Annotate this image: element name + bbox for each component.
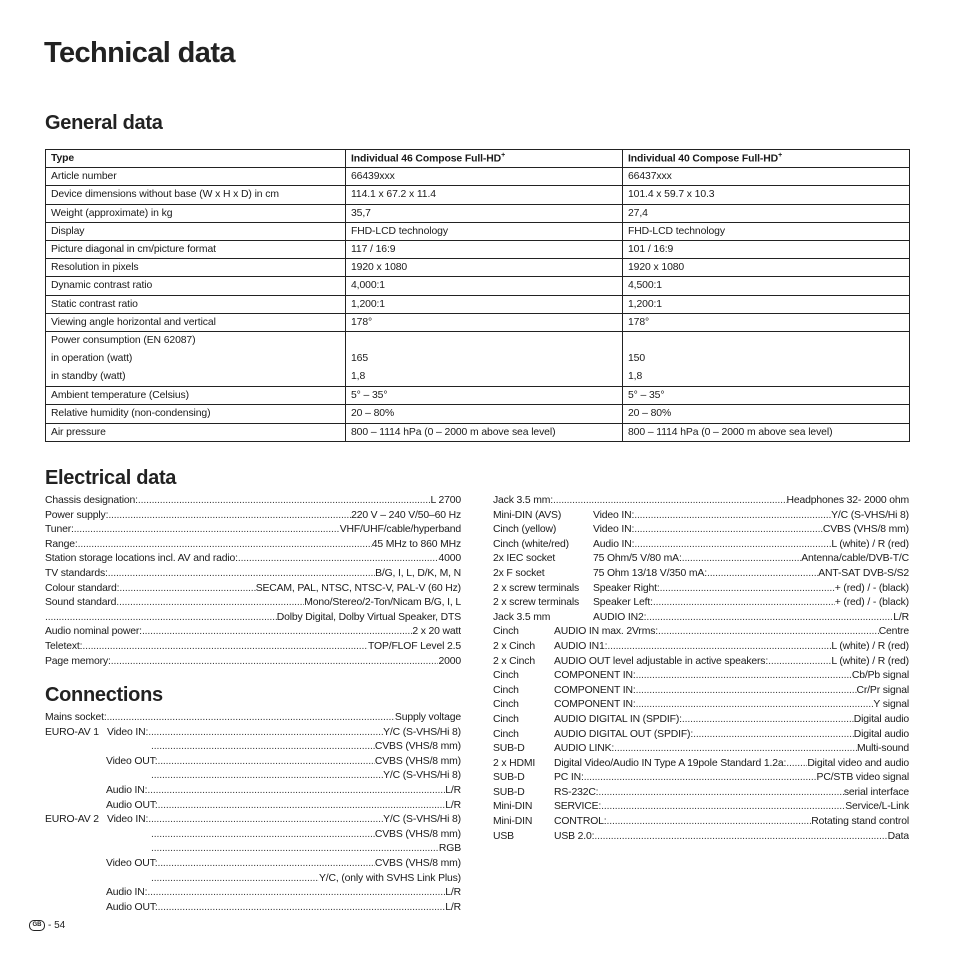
- spec-line: [493, 771, 909, 786]
- spec-value: Dolby Digital, Dolby Virtual Speaker, DTS: [276, 611, 461, 623]
- spec-label: Page memory:: [45, 655, 111, 667]
- spec-label: Speaker Left:: [593, 597, 653, 609]
- spec-label: COMPONENT IN:: [554, 699, 636, 711]
- spec-label: Video IN:: [107, 814, 149, 826]
- model-46-cell: 117 / 16:9: [346, 240, 623, 258]
- spec-label: Teletext:: [45, 640, 83, 652]
- spec-value: 2 x 20 watt: [412, 626, 461, 638]
- spec-value: + (red) / - (black): [834, 582, 909, 594]
- spec-value: Service/L-Link: [845, 801, 909, 813]
- spec-value: Digital audio: [853, 713, 909, 725]
- electrical-data-heading: Electrical data: [45, 467, 177, 489]
- cell-line: [623, 332, 909, 350]
- row-label-cell: Weight (approximate) in kg: [46, 204, 346, 222]
- dot-leader: [116, 596, 304, 611]
- spec-line: [45, 872, 461, 887]
- spec-label: Tuner:: [45, 524, 74, 536]
- dot-leader: [238, 552, 439, 567]
- spec-line: [45, 740, 461, 755]
- dot-leader: [682, 552, 802, 567]
- connector-name: 2 x screw terminals: [493, 582, 580, 594]
- spec-value: L/R: [445, 887, 461, 899]
- spec-label: AUDIO LINK:: [554, 743, 615, 755]
- dot-leader: [598, 786, 843, 801]
- spec-label: USB 2.0:: [554, 830, 595, 842]
- dot-leader: [107, 711, 395, 726]
- spec-value: serial interface: [843, 786, 909, 798]
- model-46-cell: 4,000:1: [346, 277, 623, 295]
- spec-value: + (red) / - (black): [834, 597, 909, 609]
- dot-leader: [646, 611, 893, 626]
- connections-list: [45, 711, 461, 915]
- cell-line: 165: [351, 352, 369, 364]
- model-40-cell: 800 – 1114 hPa (0 – 2000 m above sea level): [623, 423, 910, 441]
- dot-leader: [82, 640, 368, 655]
- spec-line: [493, 757, 909, 772]
- spec-label: 75 Ohm/5 V/80 mA:: [593, 553, 682, 565]
- model-46-cell: 114.1 x 67.2 x 11.4: [346, 186, 623, 204]
- connector-name: Mini-DIN: [493, 816, 533, 828]
- spec-value: Mono/Stereo/2-Ton/Nicam B/G, I, L: [304, 597, 461, 609]
- spec-value: Digital video and audio: [807, 757, 909, 769]
- dot-leader: [594, 830, 887, 845]
- spec-line: [45, 886, 461, 901]
- dot-leader: [157, 755, 374, 770]
- spec-line: [493, 582, 909, 597]
- dot-leader: [147, 886, 445, 901]
- dot-leader: [607, 815, 812, 830]
- model-40-cell: 178°: [623, 313, 910, 331]
- dot-leader: [158, 901, 446, 916]
- model-40-cell: 66437xxx: [623, 168, 910, 186]
- spec-label: AUDIO OUT level adjustable in active speakers:: [554, 655, 769, 667]
- connector-name: EURO-AV 2: [45, 814, 99, 826]
- spec-value: Y/C (S-VHS/Hi 8): [831, 509, 909, 521]
- dot-leader: [138, 494, 431, 509]
- connector-name: SUB-D: [493, 743, 525, 755]
- spec-value: Rotating stand control: [811, 816, 909, 828]
- spec-value: CVBS (VHS/8 mm): [374, 828, 461, 840]
- dot-leader: [158, 799, 446, 814]
- dot-leader: [553, 494, 787, 509]
- spec-line: [493, 552, 909, 567]
- dot-leader: [636, 669, 852, 684]
- spec-line: [45, 625, 461, 640]
- table-row: [46, 204, 910, 222]
- spec-line: [45, 842, 461, 857]
- model-40-cell: 101 / 16:9: [623, 240, 910, 258]
- spec-value: Headphones 32- 2000 ohm: [786, 495, 909, 506]
- connector-name: SUB-D: [493, 772, 525, 784]
- spec-label: AUDIO DIGITAL OUT (SPDIF):: [554, 728, 694, 740]
- spec-line: [45, 755, 461, 770]
- spec-label: Speaker Right:: [593, 582, 660, 594]
- spec-label: Audio IN:: [106, 887, 148, 899]
- spec-value: Multi-sound: [856, 743, 909, 755]
- row-label-cell: Static contrast ratio: [46, 295, 346, 313]
- spec-line: [493, 538, 909, 553]
- spec-value: SECAM, PAL, NTSC, NTSC-V, PAL-V (60 Hz): [255, 582, 461, 594]
- dot-leader: [614, 742, 857, 757]
- model-40-cell: 5° – 35°: [623, 387, 910, 405]
- model-46-cell: 35,7: [346, 204, 623, 222]
- table-row: [46, 222, 910, 240]
- cell-line: in operation (watt): [51, 352, 133, 364]
- connector-name: Jack 3.5 mm: [493, 611, 551, 623]
- spec-value: Y/C, (only with SVHS Link Plus): [318, 872, 461, 884]
- spec-line: [493, 830, 909, 845]
- model-46-cell: 1,200:1: [346, 295, 623, 313]
- cell-line: Power consumption (EN 62087): [51, 334, 196, 346]
- model-40-cell: FHD-LCD technology: [623, 222, 910, 240]
- dot-leader: [74, 523, 340, 538]
- model-40-cell: 27,4: [623, 204, 910, 222]
- table-row: [46, 240, 910, 258]
- spec-line: [45, 582, 461, 597]
- dot-leader: [658, 625, 879, 640]
- spec-label: Range:: [45, 538, 78, 550]
- connections-list-right: [493, 494, 909, 844]
- row-label-cell: Display: [46, 222, 346, 240]
- dot-leader: [707, 567, 818, 582]
- dot-leader: [108, 509, 351, 524]
- spec-line: [45, 655, 461, 670]
- spec-value: Data: [887, 830, 909, 842]
- dot-leader: [634, 538, 831, 553]
- model-40-cell: [623, 331, 910, 386]
- connector-name: Mini-DIN: [493, 801, 533, 813]
- dot-leader: [151, 842, 439, 857]
- spec-line: [45, 784, 461, 799]
- spec-line: [493, 567, 909, 582]
- row-label-cell: Ambient temperature (Celsius): [46, 387, 346, 405]
- spec-label: PC IN:: [554, 772, 584, 784]
- electrical-data-list: [45, 494, 461, 669]
- spec-line: [493, 611, 909, 626]
- spec-line: [45, 523, 461, 538]
- general-data-table: [45, 149, 910, 442]
- spec-line: [45, 799, 461, 814]
- model-40-cell: 101.4 x 59.7 x 10.3: [623, 186, 910, 204]
- spec-value: ANT-SAT DVB-S/S2: [818, 567, 909, 579]
- table-row: [46, 186, 910, 204]
- dot-leader: [786, 757, 807, 772]
- spec-value: L/R: [445, 784, 461, 796]
- spec-line: [493, 728, 909, 743]
- spec-line: [493, 742, 909, 757]
- dot-leader: [660, 582, 835, 597]
- spec-value: 45 MHz to 860 MHz: [371, 538, 461, 550]
- spec-line: [493, 655, 909, 670]
- cell-line: [346, 332, 622, 350]
- spec-line: [45, 611, 461, 626]
- table-row: [46, 295, 910, 313]
- spec-label: Audio OUT:: [106, 901, 158, 913]
- dot-leader: [147, 784, 445, 799]
- model-40-cell: 1,200:1: [623, 295, 910, 313]
- spec-label: Video IN:: [593, 509, 635, 521]
- spec-value: 220 V – 240 V/50–60 Hz: [351, 509, 461, 521]
- spec-value: RGB: [438, 843, 461, 855]
- cell-line: 1,8: [351, 371, 366, 383]
- spec-value: CVBS (VHS/8 mm): [374, 755, 461, 767]
- spec-label: AUDIO IN2:: [593, 611, 647, 623]
- dot-leader: [78, 538, 372, 553]
- spec-label: Mains socket:: [45, 712, 107, 723]
- spec-label: SERVICE:: [554, 801, 602, 813]
- spec-line: [493, 815, 909, 830]
- dot-leader: [108, 567, 375, 582]
- general-data-heading: General data: [45, 112, 163, 134]
- dot-leader: [634, 509, 831, 524]
- dot-leader: [584, 771, 817, 786]
- table-row: [46, 423, 910, 441]
- page-footer: [29, 920, 65, 931]
- spec-line: [45, 538, 461, 553]
- connector-name: Cinch: [493, 699, 519, 711]
- spec-line: [493, 640, 909, 655]
- dot-leader: [148, 813, 383, 828]
- spec-label: Sound standard: [45, 597, 117, 609]
- model-46-cell: [346, 331, 623, 386]
- connector-name: 2 x Cinch: [493, 640, 535, 652]
- spec-line: [45, 828, 461, 843]
- page-number: - 54: [48, 920, 66, 931]
- spec-label: CONTROL:: [554, 816, 607, 828]
- spec-value: 2000: [438, 655, 461, 667]
- spec-value: L (white) / R (red): [831, 640, 909, 652]
- dot-leader: [157, 857, 374, 872]
- spec-line: [493, 523, 909, 538]
- spec-line: [45, 901, 461, 916]
- model-46-cell: 178°: [346, 313, 623, 331]
- model-40-cell: 20 – 80%: [623, 405, 910, 423]
- spec-value: L (white) / R (red): [831, 538, 909, 550]
- spec-value: Cb/Pb signal: [851, 670, 909, 682]
- model-46-cell: 1920 x 1080: [346, 259, 623, 277]
- connector-name: 2x IEC socket: [493, 553, 556, 565]
- model-40-cell: 4,500:1: [623, 277, 910, 295]
- connector-name: Cinch (yellow): [493, 524, 557, 536]
- model-46-cell: 66439xxx: [346, 168, 623, 186]
- model-46-cell: 5° – 35°: [346, 387, 623, 405]
- table-row: [46, 313, 910, 331]
- spec-line: [45, 509, 461, 524]
- spec-value: CVBS (VHS/8 mm): [374, 857, 461, 869]
- spec-label: COMPONENT IN:: [554, 670, 636, 682]
- spec-label: Video IN:: [107, 726, 149, 738]
- row-label-cell: Article number: [46, 168, 346, 186]
- dot-leader: [634, 523, 823, 538]
- spec-line: [493, 800, 909, 815]
- table-header-row: [46, 150, 910, 168]
- header-model-46: Individual 46 Compose Full-HD+: [346, 150, 623, 168]
- spec-label: TV standards:: [45, 567, 108, 579]
- spec-value: Supply voltage: [394, 712, 461, 723]
- spec-line: [45, 769, 461, 784]
- spec-value: Y/C (S-VHS/Hi 8): [383, 726, 461, 738]
- spec-label: Audio IN:: [106, 784, 148, 796]
- connector-name: Cinch: [493, 684, 519, 696]
- spec-value: Digital audio: [853, 728, 909, 740]
- connector-name: 2 x screw terminals: [493, 597, 580, 609]
- connector-name: SUB-D: [493, 786, 525, 798]
- spec-line: [45, 552, 461, 567]
- header-type: Type: [46, 150, 346, 168]
- spec-line: [45, 813, 461, 828]
- spec-label: AUDIO IN1:: [554, 640, 608, 652]
- spec-label: Video IN:: [593, 524, 635, 536]
- cell-line: 150: [628, 352, 646, 364]
- row-label-cell: Relative humidity (non-condensing): [46, 405, 346, 423]
- spec-line: [45, 726, 461, 741]
- spec-label: Power supply:: [45, 509, 109, 521]
- connector-name: Cinch: [493, 670, 519, 682]
- spec-line: [45, 857, 461, 872]
- spec-label: AUDIO DIGITAL IN (SPDIF):: [554, 713, 682, 725]
- spec-value: Y/C (S-VHS/Hi 8): [383, 814, 461, 826]
- spec-label: Audio OUT:: [106, 799, 158, 811]
- spec-value: Y/C (S-VHS/Hi 8): [383, 770, 461, 782]
- spec-line: [493, 596, 909, 611]
- spec-line: [493, 713, 909, 728]
- dot-leader: [151, 769, 383, 784]
- row-label-cell: Air pressure: [46, 423, 346, 441]
- spec-line: [493, 509, 909, 524]
- dot-leader: [693, 728, 854, 743]
- spec-value: CVBS (VHS/8 mm): [822, 524, 909, 536]
- model-40-cell: 1920 x 1080: [623, 259, 910, 277]
- spec-line: [45, 711, 461, 726]
- spec-line: [493, 494, 909, 509]
- spec-label: 75 Ohm 13/18 V/350 mA:: [593, 567, 707, 579]
- row-label-cell: Dynamic contrast ratio: [46, 277, 346, 295]
- spec-label: Digital Video/Audio IN Type A 19pole Standard 1.2a:: [554, 757, 787, 769]
- row-label-cell: Resolution in pixels: [46, 259, 346, 277]
- spec-line: [45, 596, 461, 611]
- spec-line: [493, 684, 909, 699]
- spec-line: [493, 698, 909, 713]
- connector-name: Cinch: [493, 626, 519, 638]
- connector-name: Cinch: [493, 728, 519, 740]
- spec-value: Antenna/cable/DVB-T/C: [801, 553, 909, 565]
- dot-leader: [148, 726, 383, 741]
- model-46-cell: 800 – 1114 hPa (0 – 2000 m above sea level): [346, 423, 623, 441]
- spec-value: 4000: [438, 553, 461, 565]
- gb-country-badge: GB: [29, 920, 45, 931]
- spec-line: [493, 669, 909, 684]
- row-label-cell: Picture diagonal in cm/picture format: [46, 240, 346, 258]
- row-label-cell: [46, 331, 346, 386]
- connector-name: 2 x Cinch: [493, 655, 535, 667]
- spec-value: PC/STB video signal: [816, 772, 909, 784]
- table-row: [46, 387, 910, 405]
- dot-leader: [636, 698, 874, 713]
- connector-name: EURO-AV 1: [45, 726, 99, 738]
- connector-name: Mini-DIN (AVS): [493, 509, 562, 521]
- table-row: [46, 405, 910, 423]
- table-row: [46, 168, 910, 186]
- spec-label: Chassis designation:: [45, 495, 138, 506]
- spec-label: Colour standard:: [45, 582, 120, 594]
- connector-name: Cinch: [493, 713, 519, 725]
- spec-value: B/G, I, L, D/K, M, N: [375, 567, 461, 579]
- spec-label: Audio nominal power:: [45, 626, 142, 638]
- spec-label: RS-232C:: [554, 786, 599, 798]
- dot-leader: [682, 713, 854, 728]
- cell-line: 1,8: [628, 371, 643, 383]
- connector-name: 2x F socket: [493, 567, 545, 579]
- spec-value: L/R: [445, 901, 461, 913]
- table-row: [46, 277, 910, 295]
- spec-label: COMPONENT IN:: [554, 684, 636, 696]
- dot-leader: [151, 872, 319, 887]
- spec-label: Video OUT:: [106, 857, 158, 869]
- page-title: Technical data: [44, 37, 235, 69]
- model-46-cell: 20 – 80%: [346, 405, 623, 423]
- spec-value: TOP/FLOF Level 2.5: [368, 640, 461, 652]
- dot-leader: [653, 596, 835, 611]
- table-row: [46, 259, 910, 277]
- dot-leader: [768, 655, 831, 670]
- spec-label: AUDIO IN max. 2Vrms:: [554, 626, 658, 638]
- spec-line: [45, 494, 461, 509]
- dot-leader: [111, 655, 439, 670]
- dot-leader: [119, 582, 255, 597]
- connector-name: USB: [493, 830, 514, 842]
- spec-value: Centre: [878, 626, 909, 638]
- spec-value: L/R: [445, 799, 461, 811]
- spec-line: [493, 625, 909, 640]
- row-label-cell: Device dimensions without base (W x H x D) in cm: [46, 186, 346, 204]
- spec-value: Y signal: [873, 699, 909, 711]
- spec-value: L/R: [893, 611, 909, 623]
- connector-name: 2 x HDMI: [493, 757, 536, 769]
- dot-leader: [607, 640, 831, 655]
- dot-leader: [45, 611, 277, 626]
- spec-label: Jack 3.5 mm:: [493, 495, 553, 506]
- model-46-cell: FHD-LCD technology: [346, 222, 623, 240]
- spec-label: Audio IN:: [593, 538, 635, 550]
- header-model-40: Individual 40 Compose Full-HD+: [623, 150, 910, 168]
- dot-leader: [601, 800, 845, 815]
- connector-name: Cinch (white/red): [493, 538, 569, 550]
- spec-label: Video OUT:: [106, 755, 158, 767]
- dot-leader: [636, 684, 857, 699]
- dot-leader: [142, 625, 412, 640]
- dot-leader: [151, 740, 375, 755]
- connections-heading: Connections: [45, 684, 163, 706]
- spec-line: [493, 786, 909, 801]
- spec-label: Station storage locations incl. AV and radio:: [45, 553, 238, 565]
- dot-leader: [151, 828, 375, 843]
- row-label-cell: Viewing angle horizontal and vertical: [46, 313, 346, 331]
- spec-line: [45, 640, 461, 655]
- spec-value: CVBS (VHS/8 mm): [374, 741, 461, 753]
- cell-line: in standby (watt): [51, 371, 126, 383]
- spec-value: L (white) / R (red): [831, 655, 909, 667]
- spec-line: [45, 567, 461, 582]
- table-row-power: [46, 331, 910, 386]
- spec-value: Cr/Pr signal: [856, 684, 909, 696]
- spec-value: VHF/UHF/cable/hyperband: [339, 524, 461, 536]
- spec-value: L 2700: [430, 495, 461, 506]
